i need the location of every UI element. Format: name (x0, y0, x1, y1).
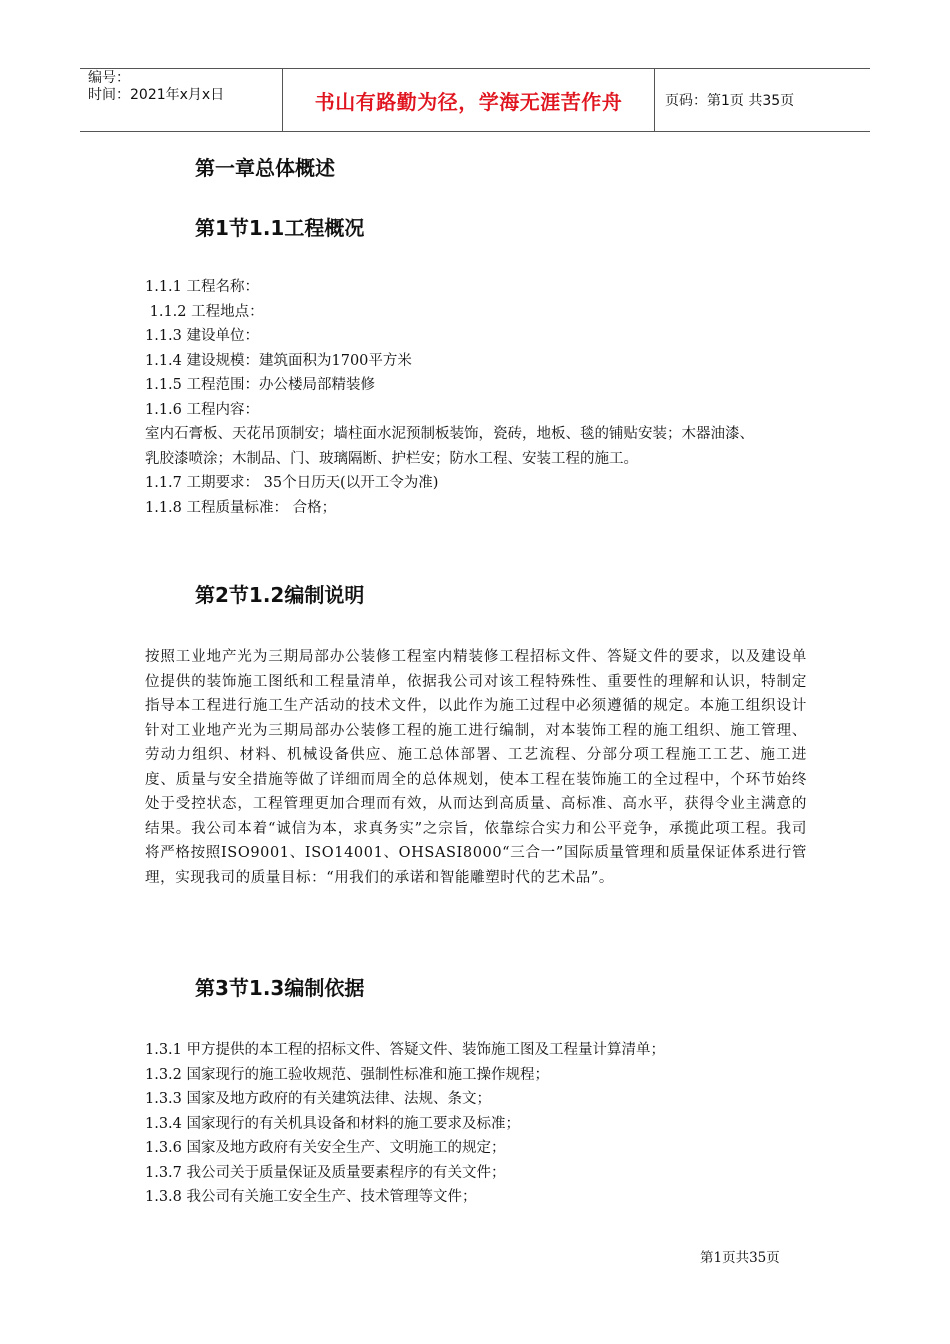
section1-list (145, 275, 810, 520)
section3-item: 1.3.1 甲方提供的本工程的招标文件、答疑文件、装饰施工图及工程量计算清单； (145, 1042, 666, 1058)
page-footer: 第1页共35页 (700, 1250, 780, 1266)
header-number: 编号： (88, 70, 130, 86)
section3-item: 1.3.2 国家现行的施工验收规范、强制性标准和施工操作规程； (145, 1066, 550, 1083)
section3-title: 第3节1.3编制依据 (195, 976, 365, 1000)
section1-item: 1.1.6 工程内容： (145, 401, 260, 418)
chapter-title: 第一章总体概述 (195, 156, 335, 180)
section2-title: 第2节1.2编制说明 (195, 583, 365, 607)
section3-list (145, 1038, 810, 1210)
section1-item: 室内石膏板、天花吊顶制安；墙柱面水泥预制板装饰，瓷砖，地板、毯的铺贴安装；木器油漆、 (145, 426, 754, 442)
section3-item: 1.3.8 我公司有关施工安全生产、技术管理等文件； (145, 1189, 477, 1205)
header-meta (80, 69, 282, 131)
page-header (80, 68, 870, 132)
section3-item: 1.3.6 国家及地方政府有关安全生产、文明施工的规定； (145, 1140, 506, 1156)
section1-title: 第1节1.1工程概况 (195, 216, 365, 240)
section1-item: 1.1.7 工期要求： 35个日历天(以开工令为准) (145, 475, 439, 491)
section2-paragraph: 按照工业地产光为三期局部办公装修工程室内精装修工程招标文件、答疑文件的要求，以及建设单位提供的装饰施工图纸和工程量清单，依据我公司对该工程特殊性、重要性的理解和认识，特制定指导本工程进行施工生产活动的技术文件，以此作为施工过程中必须遵循的规定。本施工组织设计针对工业地产光为三期局部办公装修工程的施工进行编制，对本装饰工程的施工组织、施工管理、劳动力组织、材料、机械设备供应、施工总体部署、工艺流程、分部分项工程施工工艺、施工进度、质量与安全措施等做了详细而周全的总体规划，使本工程在装饰施工的全过程中，个环节始终处于受控状态，工程管理更加合理而有效，从而达到高质量、高标准、高水平，获得令业主满意的结果。我公司本着“诚信为本，求真务实”之宗旨，依靠综合实力和公平竞争，承揽此项工程。我司将严格按照ISO9001、ISO14001、OHSASI8000“三合一”国际质量管理和质量保证体系进行管理，实现我司的质量目标：“用我们的承诺和智能雕塑时代的艺术品”。 (145, 649, 807, 886)
header-page-info: 页码：第1页 共35页 (665, 93, 795, 109)
header-date: 时间：2021年x月x日 (88, 87, 225, 103)
header-motto-cell (282, 69, 655, 131)
section1-item: 1.1.1 工程名称： (145, 279, 260, 295)
section1-item: 1.1.8 工程质量标准： 合格； (145, 499, 337, 516)
section1-item: 1.1.5 工程范围：办公楼局部精装修 (145, 377, 376, 393)
section3-item: 1.3.7 我公司关于质量保证及质量要素程序的有关文件； (145, 1164, 506, 1181)
section1-item: 1.1.3 建设单位： (145, 328, 260, 344)
section1-item: 1.1.2 工程地点： (145, 303, 264, 320)
section3-item: 1.3.3 国家及地方政府的有关建筑法律、法规、条文； (145, 1091, 492, 1107)
section1-item: 乳胶漆喷涂；木制品、门、玻璃隔断、护栏安；防水工程、安装工程的施工。 (145, 450, 638, 467)
header-motto: 书山有路勤为径，学海无涯苦作舟 (314, 89, 623, 114)
section1-item: 1.1.4 建设规模：建筑面积为1700平方米 (145, 352, 412, 369)
section3-item: 1.3.4 国家现行的有关机具设备和材料的施工要求及标准； (145, 1115, 521, 1132)
